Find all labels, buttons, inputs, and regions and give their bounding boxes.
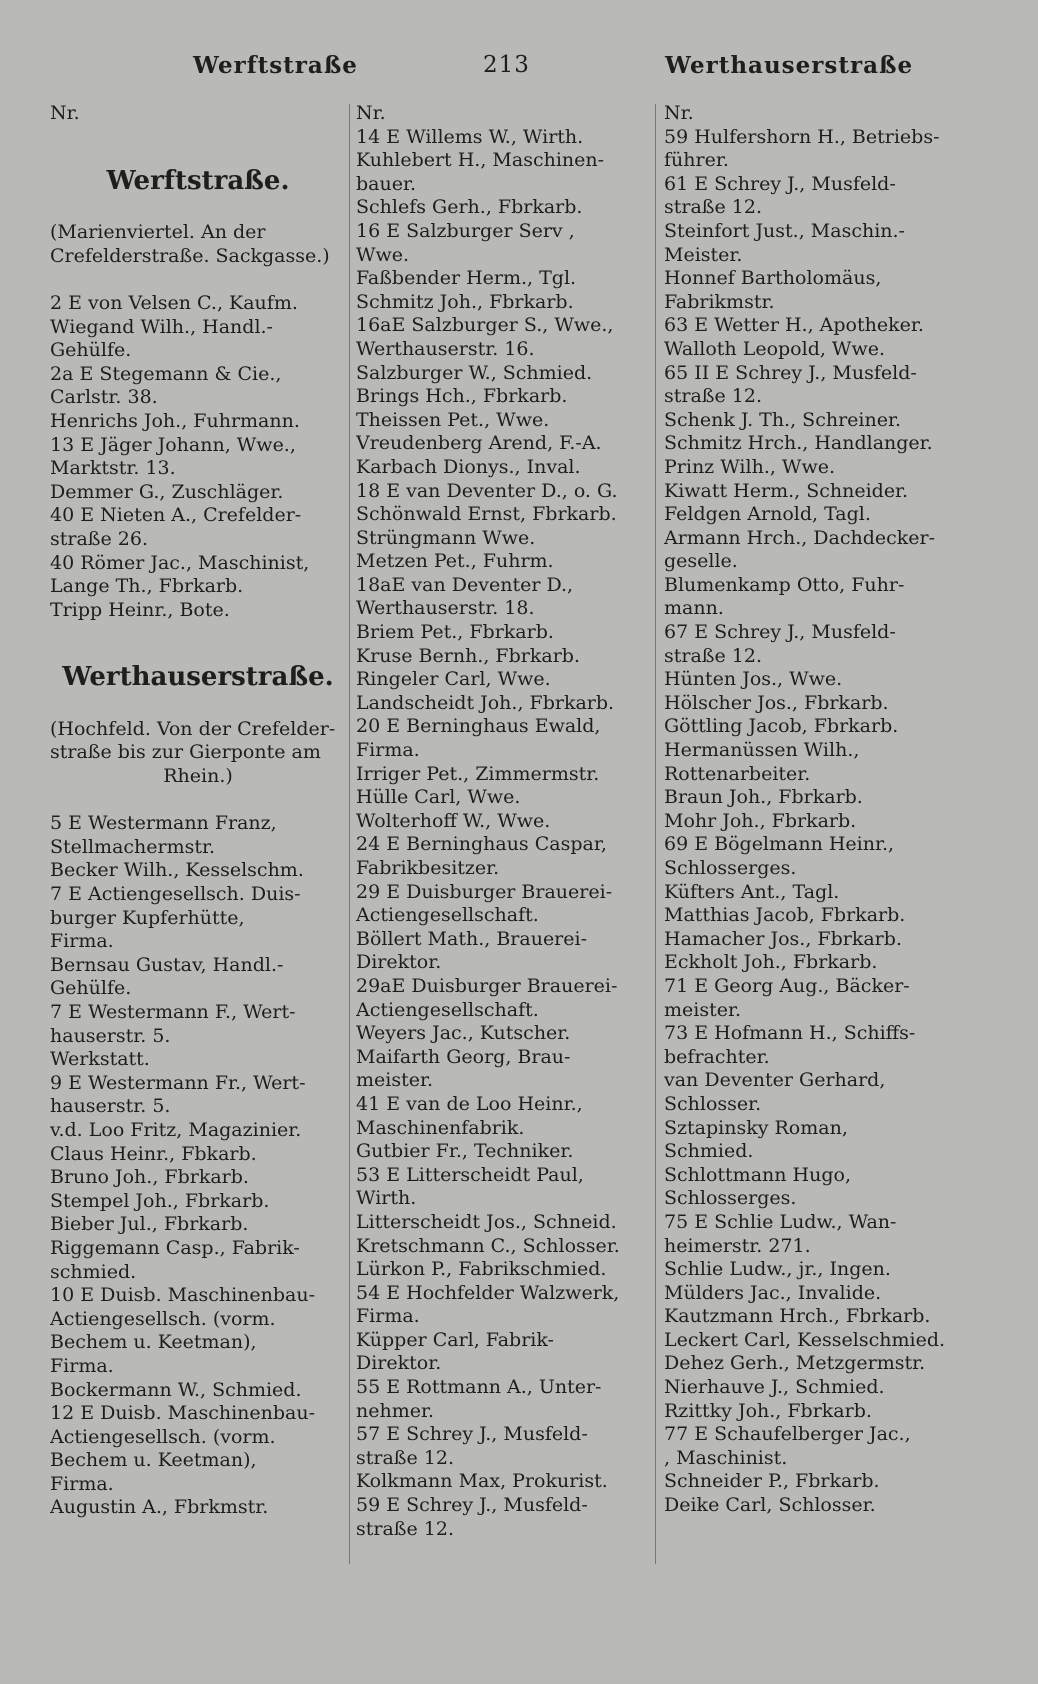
directory-entry-line: Prinz Wilh., Wwe.: [664, 455, 836, 478]
directory-entry-line: Rhein.): [163, 765, 233, 788]
directory-entry-line: hauserstr. 5.: [50, 1095, 171, 1118]
directory-entry-line: Werkstatt.: [50, 1048, 150, 1071]
directory-entry-line: Bockermann W., Schmied.: [50, 1378, 302, 1401]
directory-entry-line: Landscheidt Joh., Fbrkarb.: [356, 691, 615, 714]
directory-entry-line: Armann Hrch., Dachdecker-: [664, 526, 936, 549]
directory-entry-line: geselle.: [664, 550, 738, 573]
directory-entry-line: Bechem u. Keetman),: [50, 1449, 257, 1472]
directory-entry-line: mann.: [664, 597, 724, 620]
directory-entry-line: Theissen Pet., Wwe.: [356, 408, 550, 431]
directory-entry-line: Litterscheidt Jos., Schneid.: [356, 1210, 617, 1233]
directory-entry-line: meister.: [356, 1069, 434, 1092]
directory-entry-line: Lürkon P., Fabrikschmied.: [356, 1258, 607, 1281]
spacer: [50, 126, 346, 164]
right-running-header: Werthauserstraße: [665, 52, 914, 79]
directory-entry-line: Mohr Joh., Fbrkarb.: [664, 809, 857, 832]
spacer: [50, 789, 346, 813]
spacer: [50, 622, 346, 660]
directory-entry-line: Deike Carl, Schlosser.: [664, 1494, 876, 1517]
column-divider-1: [349, 104, 350, 1564]
directory-entry-line: Kiwatt Herm., Schneider.: [664, 479, 909, 502]
directory-entry-line: straße 12.: [664, 196, 762, 219]
directory-entry-line: Firma.: [50, 930, 114, 953]
directory-entry-line: Weyers Jac., Kutscher.: [356, 1022, 571, 1045]
directory-entry-line: Riggemann Casp., Fabrik-: [50, 1236, 300, 1259]
directory-entry-line: Actiengesellsch. (vorm.: [50, 1425, 276, 1448]
directory-entry-line: 63 E Wetter H., Apotheker.: [664, 314, 924, 337]
directory-entry-line: straße 12.: [356, 1517, 454, 1540]
directory-entry-line: Stempel Joh., Fbrkarb.: [50, 1189, 270, 1212]
directory-entry-line: 69 E Bögelmann Heinr.,: [664, 833, 895, 856]
directory-entry-line: 9 E Westermann Fr., Wert-: [50, 1071, 306, 1094]
directory-entry-line: Karbach Dionys., Inval.: [356, 455, 581, 478]
street-heading: Werthauserstraße.: [62, 662, 334, 693]
directory-entry-line: 65 II E Schrey J., Musfeld-: [664, 361, 917, 384]
directory-entry-line: Kretschmann C., Schlosser.: [356, 1234, 620, 1257]
directory-entry-line: Firma.: [50, 1354, 114, 1377]
directory-entry-line: 18 E van Deventer D., o. G.: [356, 479, 618, 502]
directory-entry-line: Schönwald Ernst, Fbrkarb.: [356, 503, 617, 526]
directory-entry-line: Eckholt Joh., Fbrkarb.: [664, 951, 878, 974]
directory-entry-line: straße 12.: [356, 1446, 454, 1469]
left-column: [50, 102, 346, 1520]
directory-entry-line: 16aE Salzburger S., Wwe.,: [356, 314, 614, 337]
directory-entry-line: 77 E Schaufelberger Jac.,: [664, 1423, 911, 1446]
directory-entry-line: meister.: [664, 998, 742, 1021]
directory-entry-line: 29aE Duisburger Brauerei-: [356, 974, 618, 997]
directory-entry-line: 55 E Rottmann A., Unter-: [356, 1376, 602, 1399]
directory-entry-line: 10 E Duisb. Maschinenbau-: [50, 1284, 316, 1307]
directory-entry-line: Schenk J. Th., Schreiner.: [664, 408, 901, 431]
directory-entry-line: Metzen Pet., Fuhrm.: [356, 550, 554, 573]
directory-entry-line: Hamacher Jos., Fbrkarb.: [664, 927, 902, 950]
directory-entry-line: Hünten Jos., Wwe.: [664, 668, 843, 691]
spacer: [50, 694, 346, 718]
directory-entry-line: Brings Hch., Fbrkarb.: [356, 385, 568, 408]
directory-entry-line: Schmitz Joh., Fbrkarb.: [356, 290, 574, 313]
directory-entry-line: Schneider P., Fbrkarb.: [664, 1470, 880, 1493]
directory-entry-line: v.d. Loo Fritz, Magazinier.: [50, 1118, 302, 1141]
directory-entry-line: Gutbier Fr., Techniker.: [356, 1140, 574, 1163]
directory-entry-line: 57 E Schrey J., Musfeld-: [356, 1423, 588, 1446]
directory-entry-line: 73 E Hofmann H., Schiffs-: [664, 1022, 916, 1045]
directory-entry-line: Küpper Carl, Fabrik-: [356, 1328, 554, 1351]
directory-entry-line: Nr.: [664, 102, 694, 124]
directory-entry-line: Werthauserstr. 18.: [356, 597, 535, 620]
directory-entry-line: 16 E Salzburger Serv ,: [356, 219, 575, 242]
directory-entry-line: Tripp Heinr., Bote.: [50, 598, 230, 621]
directory-entry-line: 40 E Nieten A., Crefelder-: [50, 504, 302, 527]
directory-entry-line: 61 E Schrey J., Musfeld-: [664, 172, 896, 195]
directory-entry-line: 20 E Berninghaus Ewald,: [356, 715, 601, 738]
directory-entry-line: Augustin A., Fbrkmstr.: [50, 1496, 269, 1519]
directory-entry-line: heimerstr. 271.: [664, 1234, 811, 1257]
directory-entry-line: Kruse Bernh., Fbrkarb.: [356, 644, 580, 667]
directory-entry-line: Crefelderstraße. Sackgasse.): [50, 244, 330, 267]
directory-entry-line: Schlosser.: [664, 1092, 762, 1115]
directory-entry-line: straße bis zur Gierponte am: [50, 741, 321, 764]
directory-entry-line: Salzburger W., Schmied.: [356, 361, 593, 384]
directory-entry-line: Feldgen Arnold, Tagl.: [664, 503, 871, 526]
directory-entry-line: Leckert Carl, Kesselschmied.: [664, 1328, 946, 1351]
directory-entry-line: nehmer.: [356, 1399, 435, 1422]
directory-entry-line: Schlosserges.: [664, 857, 797, 879]
directory-entry-line: Irriger Pet., Zimmermstr.: [356, 762, 600, 785]
directory-entry-line: burger Kupferhütte,: [50, 906, 245, 929]
directory-entry-line: Claus Heinr., Fbkarb.: [50, 1142, 257, 1165]
directory-entry-line: 5 E Westermann Franz,: [50, 812, 277, 835]
directory-entry-line: Faßbender Herm., Tgl.: [356, 267, 577, 290]
directory-entry-line: Wirth.: [356, 1187, 417, 1210]
directory-entry-line: Becker Wilh., Kesselschm.: [50, 859, 304, 882]
directory-entry-line: Braun Joh., Fbrkarb.: [664, 786, 863, 809]
left-running-header: Werftstraße: [193, 52, 358, 79]
directory-entry-line: Wolterhoff W., Wwe.: [356, 809, 551, 832]
directory-entry-line: 54 E Hochfelder Walzwerk,: [356, 1281, 620, 1304]
directory-entry-line: straße 26.: [50, 527, 148, 550]
directory-entry-line: Firma.: [356, 1305, 420, 1328]
street-heading: Werftstraße.: [106, 165, 290, 196]
directory-entry-line: Bieber Jul., Fbrkarb.: [50, 1213, 249, 1236]
directory-entry-line: Bruno Joh., Fbrkarb.: [50, 1166, 249, 1189]
directory-entry-line: Hülle Carl, Wwe.: [356, 786, 521, 809]
column-divider-2: [655, 104, 656, 1564]
directory-entry-line: Göttling Jacob, Fbrkarb.: [664, 715, 899, 738]
directory-entry-line: 29 E Duisburger Brauerei-: [356, 880, 613, 903]
directory-entry-line: führer.: [664, 149, 729, 172]
directory-entry-line: Direktor.: [356, 951, 442, 974]
directory-entry-line: Schlie Ludw., jr., Ingen.: [664, 1258, 891, 1281]
directory-entry-line: Walloth Leopold, Wwe.: [664, 337, 886, 360]
directory-entry-line: 7 E Actiengesellsch. Duis-: [50, 883, 301, 906]
directory-entry-line: Marktstr. 13.: [50, 457, 176, 480]
directory-entry-line: Lange Th., Fbrkarb.: [50, 575, 244, 598]
directory-entry-line: Schlosserges.: [664, 1187, 797, 1210]
spacer: [50, 198, 346, 222]
directory-entry-line: 12 E Duisb. Maschinenbau-: [50, 1402, 316, 1425]
directory-entry-line: Honnef Bartholomäus,: [664, 267, 882, 290]
directory-entry-line: , Maschinist.: [664, 1446, 788, 1469]
directory-entry-line: 75 E Schlie Ludw., Wan-: [664, 1210, 897, 1233]
directory-entry-line: Firma.: [356, 739, 420, 762]
directory-entry-line: Nr.: [356, 102, 386, 124]
directory-entry-line: Küfters Ant., Tagl.: [664, 880, 840, 903]
directory-entry-line: Gehülfe.: [50, 977, 132, 1000]
directory-entry-line: Kolkmann Max, Prokurist.: [356, 1470, 608, 1493]
directory-entry-line: Schmied.: [664, 1140, 754, 1163]
directory-entry-line: 53 E Litterscheidt Paul,: [356, 1163, 584, 1186]
directory-entry-line: Matthias Jacob, Fbrkarb.: [664, 904, 906, 927]
directory-entry-line: (Hochfeld. Von der Crefelder-: [50, 717, 336, 740]
directory-entry-line: Mülders Jac., Invalide.: [664, 1281, 882, 1304]
directory-entry-line: Firma.: [50, 1472, 114, 1495]
directory-entry-line: Böllert Math., Brauerei-: [356, 927, 588, 950]
directory-entry-line: 7 E Westermann F., Wert-: [50, 1001, 296, 1023]
directory-entry-line: 71 E Georg Aug., Bäcker-: [664, 974, 910, 997]
middle-column: [356, 102, 650, 1541]
directory-entry-line: Steinfort Just., Maschin.-: [664, 219, 905, 242]
directory-entry-line: 2a E Stegemann & Cie.,: [50, 362, 282, 385]
directory-entry-line: Gehülfe.: [50, 339, 132, 362]
directory-entry-line: 59 E Schrey J., Musfeld-: [356, 1494, 588, 1517]
directory-entry-line: 14 E Willems W., Wirth.: [356, 125, 584, 148]
directory-entry-line: straße 12.: [664, 644, 762, 667]
directory-entry-line: 2 E von Velsen C., Kaufm.: [50, 291, 298, 314]
directory-entry-line: Maschinenfabrik.: [356, 1116, 525, 1139]
directory-entry-line: Fabrikbesitzer.: [356, 857, 500, 879]
directory-entry-line: Dehez Gerh., Metzgermstr.: [664, 1352, 926, 1375]
directory-entry-line: Nr.: [50, 102, 80, 124]
directory-entry-line: Bernsau Gustav, Handl.-: [50, 953, 284, 976]
directory-entry-line: 24 E Berninghaus Caspar,: [356, 833, 607, 856]
directory-entry-line: Direktor.: [356, 1352, 442, 1375]
page-number: 213: [483, 52, 530, 78]
directory-entry-line: bauer.: [356, 172, 417, 195]
directory-entry-line: Schlottmann Hugo,: [664, 1163, 851, 1186]
directory-entry-line: Actiengesellschaft.: [356, 998, 539, 1021]
directory-entry-line: Sztapinsky Roman,: [664, 1116, 848, 1139]
directory-entry-line: 41 E van de Loo Heinr.,: [356, 1092, 583, 1115]
directory-entry-line: 67 E Schrey J., Musfeld-: [664, 621, 896, 644]
directory-entry-line: Strüngmann Wwe.: [356, 526, 536, 549]
directory-entry-line: Werthauserstr. 16.: [356, 337, 535, 360]
directory-entry-line: 13 E Jäger Johann, Wwe.,: [50, 433, 296, 456]
directory-entry-line: Wwe.: [356, 243, 410, 266]
directory-entry-line: befrachter.: [664, 1045, 770, 1068]
directory-entry-line: Fabrikmstr.: [664, 290, 775, 313]
directory-entry-line: Maifarth Georg, Brau-: [356, 1045, 571, 1068]
directory-entry-line: Hölscher Jos., Fbrkarb.: [664, 691, 889, 714]
directory-entry-line: Meister.: [664, 243, 743, 266]
directory-entry-line: Actiengesellsch. (vorm.: [50, 1307, 276, 1330]
directory-entry-line: hauserstr. 5.: [50, 1024, 171, 1047]
directory-entry-line: Kautzmann Hrch., Fbrkarb.: [664, 1305, 931, 1328]
directory-entry-line: straße 12.: [664, 385, 762, 408]
directory-entry-line: Nierhauve J., Schmied.: [664, 1376, 885, 1399]
directory-entry-line: Schmitz Hrch., Handlanger.: [664, 432, 933, 455]
directory-entry-line: Vreudenberg Arend, F.-A.: [356, 432, 602, 455]
directory-entry-line: Hermanüssen Wilh.,: [664, 739, 860, 762]
directory-entry-line: (Marienviertel. An der: [50, 221, 266, 244]
directory-entry-line: Schlefs Gerh., Fbrkarb.: [356, 196, 583, 219]
directory-entry-line: schmied.: [50, 1260, 137, 1283]
right-column: [664, 102, 964, 1518]
directory-entry-line: Henrichs Joh., Fuhrmann.: [50, 409, 300, 432]
directory-entry-line: Rottenarbeiter.: [664, 762, 811, 785]
directory-entry-line: 40 Römer Jac., Maschinist,: [50, 551, 310, 574]
directory-entry-line: Stellmachermstr.: [50, 835, 216, 858]
directory-entry-line: Carlstr. 38.: [50, 386, 158, 409]
directory-entry-line: Demmer G., Zuschläger.: [50, 480, 284, 503]
spacer: [50, 268, 346, 292]
directory-entry-line: Ringeler Carl, Wwe.: [356, 668, 551, 691]
directory-entry-line: 59 Hulfershorn H., Betriebs-: [664, 125, 940, 148]
directory-entry-line: Kuhlebert H., Maschinen-: [356, 149, 605, 172]
directory-entry-line: 18aE van Deventer D.,: [356, 573, 574, 596]
directory-entry-line: Blumenkamp Otto, Fuhr-: [664, 573, 905, 596]
directory-entry-line: Rzittky Joh., Fbrkarb.: [664, 1399, 872, 1422]
directory-entry-line: Briem Pet., Fbrkarb.: [356, 621, 554, 644]
directory-entry-line: Actiengesellschaft.: [356, 904, 539, 927]
directory-entry-line: van Deventer Gerhard,: [664, 1069, 886, 1092]
directory-entry-line: Bechem u. Keetman),: [50, 1331, 257, 1354]
directory-entry-line: Wiegand Wilh., Handl.-: [50, 315, 273, 338]
